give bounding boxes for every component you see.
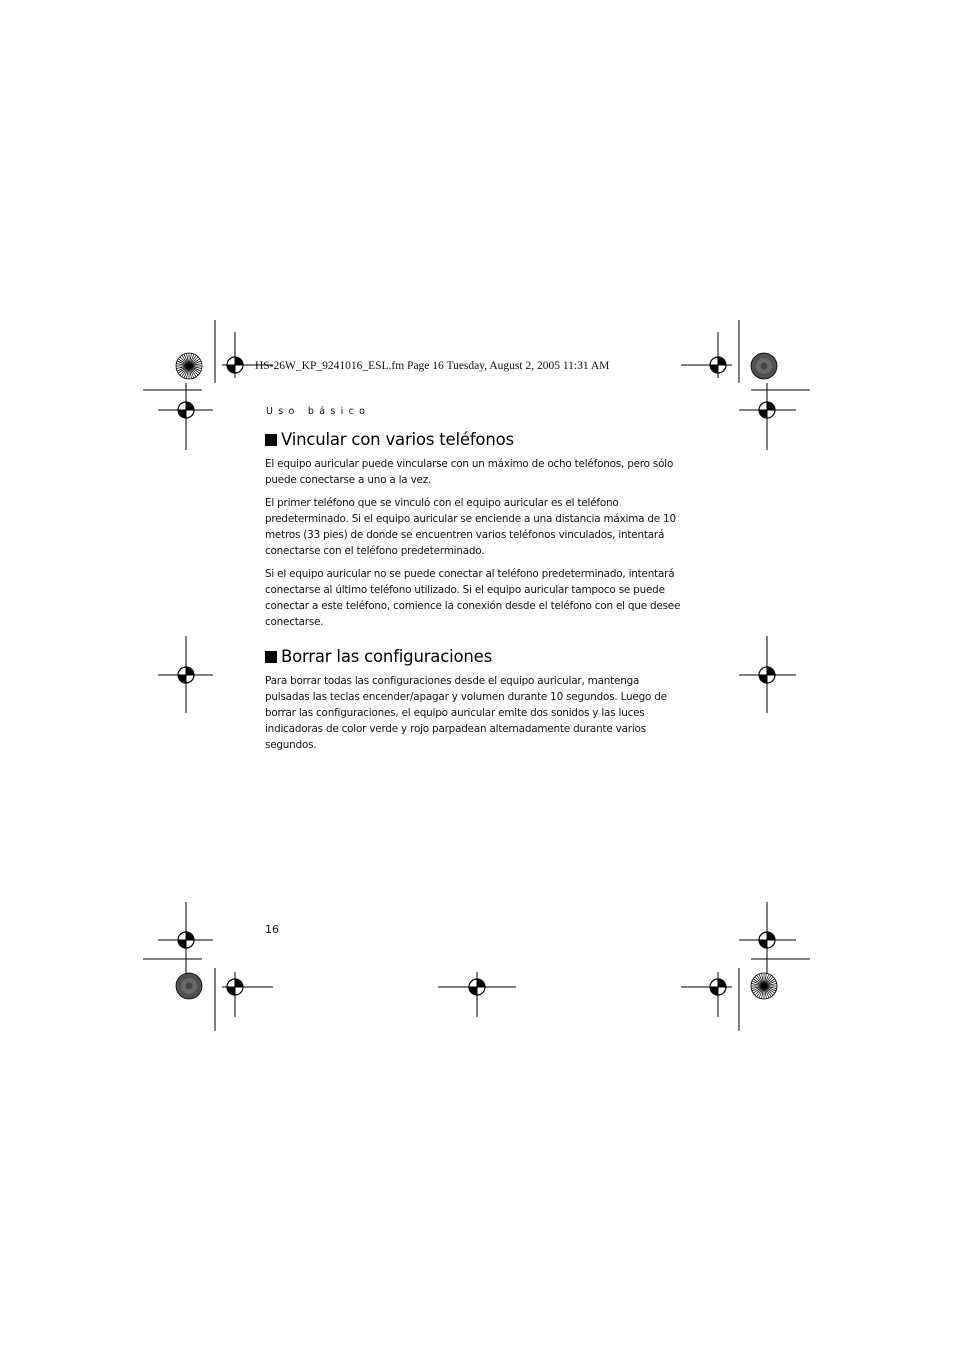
section-borrar	[265, 647, 685, 753]
page-number: 16	[265, 923, 279, 936]
section-vincular	[265, 430, 685, 630]
square-bullet-icon	[265, 651, 277, 663]
print-slug: HS-26W_KP_9241016_ESL.fm Page 16 Tuesday, August 2, 2005 11:31 AM	[255, 360, 610, 372]
section-heading-text: Vincular con varios teléfonos	[281, 430, 514, 449]
paragraph: El primer teléfono que se vinculó con el equipo auricular es el teléfono predeterminado. Si el equipo auricular se enciende a una distancia máxima de 10 metros (33 pies) de donde se encuentren varios teléfonos vinculados, intentará conectarse con el teléfono predeterminado.	[265, 497, 676, 557]
section-heading	[265, 430, 685, 449]
paragraph: Para borrar todas las configuraciones desde el equipo auricular, mantenga pulsadas las teclas encender/apagar y volumen durante 10 segundos. Luego de borrar las configuraciones, el equipo auricular emite dos sonidos y las luces indicadoras de color verde y rojo parpadean alternadamente durante varios segundos.	[265, 675, 667, 751]
section-heading-text: Borrar las configuraciones	[281, 647, 492, 666]
paragraph: El equipo auricular puede vincularse con un máximo de ocho teléfonos, pero sólo puede conectarse a uno a la vez.	[265, 458, 674, 486]
square-bullet-icon	[265, 434, 277, 446]
running-head: Uso básico	[266, 406, 371, 417]
page-content	[265, 430, 685, 760]
paragraph: Si el equipo auricular no se puede conectar al teléfono predeterminado, intentará conectarse al último teléfono utilizado. Si el equipo auricular tampoco se puede conectar a este teléfono, comience la conexión desde el teléfono con el que desee conectarse.	[265, 568, 681, 628]
section-heading	[265, 647, 685, 666]
